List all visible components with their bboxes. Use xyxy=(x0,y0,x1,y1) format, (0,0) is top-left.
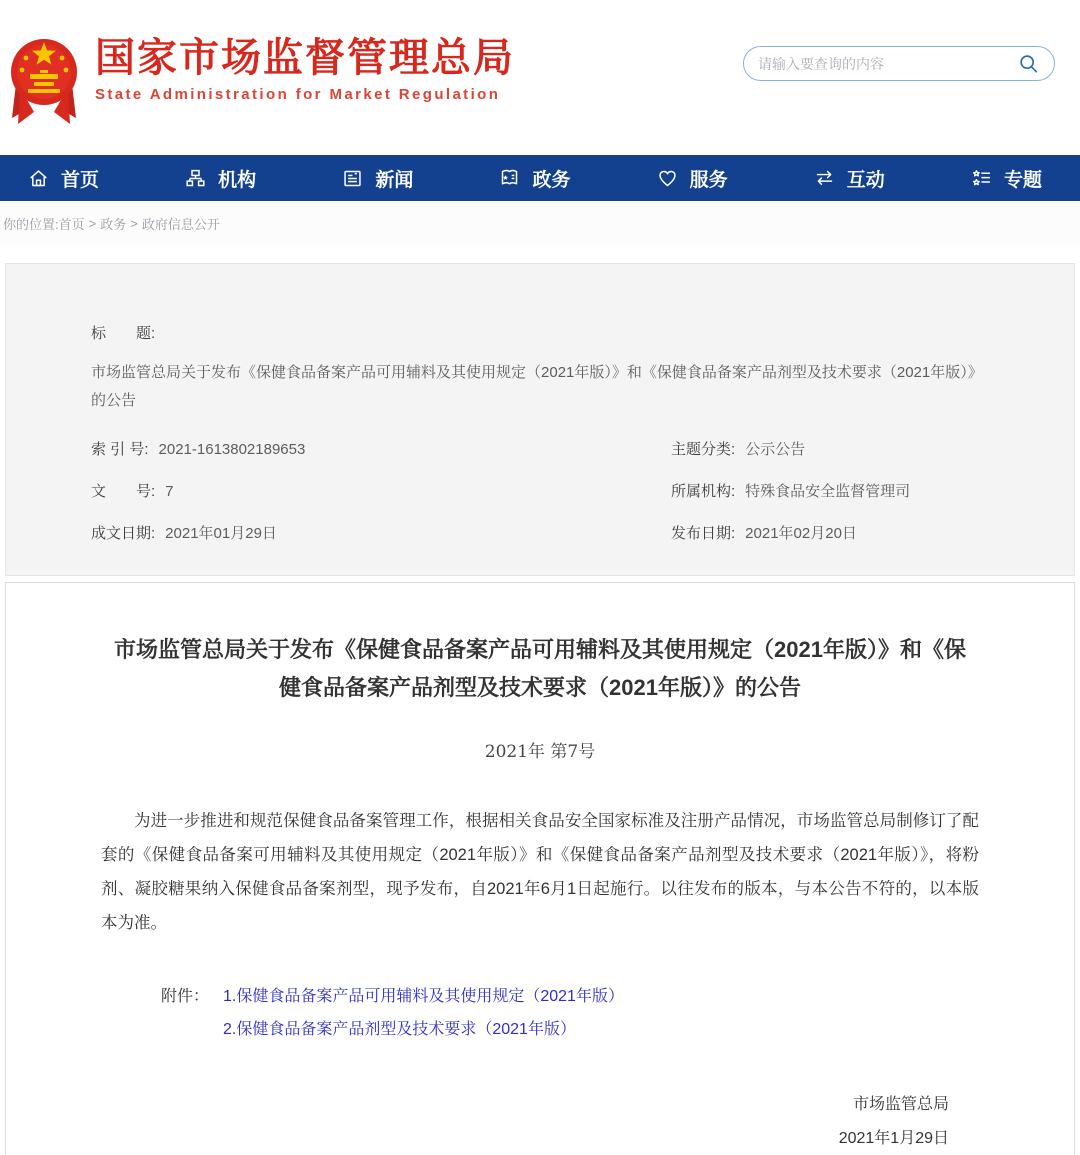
nav-item-label: 机构 xyxy=(218,169,257,191)
breadcrumb-link-home[interactable]: 首页 xyxy=(58,216,85,232)
attachments-label: 附件： xyxy=(161,988,210,1005)
signature-agency: 市场监管总局 xyxy=(852,1096,949,1113)
nav-item-topics[interactable] xyxy=(971,165,1042,192)
meta-title-label: 标 题: xyxy=(91,325,156,342)
interaction-icon xyxy=(814,168,835,189)
topics-icon xyxy=(971,168,992,189)
breadcrumb-link-gov[interactable]: 政务 xyxy=(100,216,127,232)
national-emblem-logo xyxy=(10,26,78,128)
signature-block xyxy=(6,1088,1074,1155)
nav-item-government[interactable] xyxy=(499,165,570,192)
announcement-body: 为进一步推进和规范保健食品备案管理工作，根据相关食品安全国家标准及注册产品情况，市场监管总局制修订了配套的《保健食品备案可用辅料及其使用规定（2021年版）》和《保健食品备案产品剂型及技术要求（2021年版）》，将粉剂、凝胶糖果纳入保健食品备案剂型，现予发布，自2021年6月1日起施行。以往发布的版本，与本公告不符的，以本版本为准。 xyxy=(101,812,979,932)
breadcrumb-separator: > xyxy=(130,215,138,231)
breadcrumb-prefix: 你的位置: xyxy=(3,216,59,232)
home-icon xyxy=(28,168,49,189)
search-input[interactable] xyxy=(758,56,1018,72)
breadcrumb-separator: > xyxy=(88,215,97,231)
search-box xyxy=(743,46,1055,81)
announcement-number: 2021年 第7号 xyxy=(484,742,596,762)
meta-field-issuing-agency: 所属机构: 特殊食品安全监督管理司 xyxy=(671,483,911,500)
meta-field-publish-date: 发布日期: 2021年02月20日 xyxy=(671,525,857,542)
meta-field-written-date: 成文日期: 2021年01月29日 xyxy=(91,525,277,542)
meta-field-index-number: 索 引 号: 2021-1613802189653 xyxy=(91,441,306,458)
meta-title-value: 市场监管总局关于发布《保健食品备案产品可用辅料及其使用规定（2021年版）》和《保健食品备案产品剂型及技术要求（2021年版）》的公告 xyxy=(91,364,983,409)
signature-date: 2021年1月29日 xyxy=(838,1130,949,1147)
attachment-row xyxy=(161,1013,1074,1046)
government-icon xyxy=(499,168,520,189)
site-title-cn: 国家市场监督管理总局 xyxy=(95,36,515,80)
site-title xyxy=(95,34,515,103)
nav-item-label: 服务 xyxy=(689,169,728,191)
search-icon[interactable] xyxy=(1018,53,1040,75)
organization-icon xyxy=(185,168,206,189)
attachment-row xyxy=(161,980,1074,1013)
nav-item-label: 互动 xyxy=(846,169,885,191)
announcement-title: 市场监管总局关于发布《保健食品备案产品可用辅料及其使用规定（2021年版）》和《保健食品备案产品剂型及技术要求（2021年版）》的公告 xyxy=(114,637,966,700)
meta-field-doc-number: 文 号: 7 xyxy=(91,483,174,500)
nav-item-home[interactable] xyxy=(28,165,99,192)
nav-item-label: 新闻 xyxy=(375,169,414,191)
news-icon xyxy=(342,168,363,189)
site-title-en: State Administration for Market Regulation xyxy=(95,86,501,103)
nav-item-interaction[interactable] xyxy=(814,165,885,192)
breadcrumb-link-info[interactable]: 政府信息公开 xyxy=(141,216,220,232)
document-metadata-panel xyxy=(5,263,1075,576)
nav-item-news[interactable] xyxy=(342,165,413,192)
breadcrumb xyxy=(0,201,1080,245)
attachments-section xyxy=(6,980,1074,1046)
meta-fields-grid xyxy=(91,439,989,545)
nav-item-service[interactable] xyxy=(657,165,728,192)
nav-item-label: 政务 xyxy=(532,169,571,191)
site-header xyxy=(0,0,1080,155)
nav-item-label: 专题 xyxy=(1003,169,1042,191)
nav-item-organization[interactable] xyxy=(185,165,256,192)
meta-field-topic-category: 主题分类: 公示公告 xyxy=(671,441,806,458)
attachment-link-2[interactable]: 2.保健食品备案产品剂型及技术要求（2021年版） xyxy=(223,1021,576,1038)
nav-item-label: 首页 xyxy=(61,169,100,191)
main-nav xyxy=(0,155,1080,201)
attachments-label-spacer xyxy=(161,1013,223,1046)
attachment-link-1[interactable]: 1.保健食品备案产品可用辅料及其使用规定（2021年版） xyxy=(223,988,624,1005)
service-icon xyxy=(657,168,678,189)
announcement-document xyxy=(5,582,1075,1155)
